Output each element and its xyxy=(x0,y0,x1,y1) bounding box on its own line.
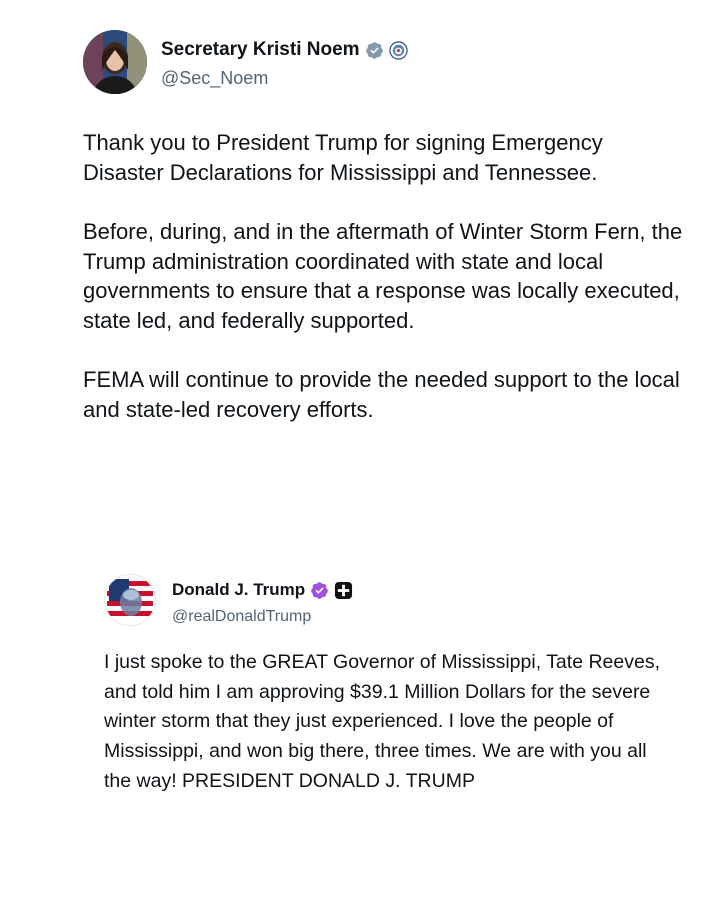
quoted-author-avatar[interactable] xyxy=(104,574,156,626)
truth-social-icon xyxy=(334,581,353,600)
avatar-image xyxy=(105,575,155,625)
author-avatar[interactable] xyxy=(83,30,147,94)
post-paragraph: Thank you to President Trump for signing Emergency Disaster Declarations for Mississippi and Tennessee. xyxy=(83,130,603,185)
post-text xyxy=(83,128,683,454)
post-paragraph: FEMA will continue to provide the needed support to the local and state-led recovery efforts. xyxy=(83,367,680,422)
post-paragraph: Before, during, and in the aftermath of Winter Storm Fern, the Trump administration coordinated with state and local governments to ensure that a response was locally executed, state led, and federally supported. xyxy=(83,219,683,333)
quoted-post-text: I just spoke to the GREAT Governor of Mississippi, Tate Reeves, and told him I am approving $39.1 Million Dollars for the severe winter storm that they just experienced. I love the people of Mississippi, and won big there, three times. We are with you all the way! PRESIDENT DONALD J. TRUMP xyxy=(104,651,660,792)
quoted-author-handle[interactable]: @realDonaldTrump xyxy=(172,608,312,625)
verified-badge-icon xyxy=(365,41,384,60)
post-header xyxy=(83,30,683,94)
avatar-image xyxy=(83,30,147,94)
author-name[interactable]: Secretary Kristi Noem xyxy=(161,39,360,60)
quoted-author-name[interactable]: Donald J. Trump xyxy=(172,580,306,599)
author-handle[interactable]: @Sec_Noem xyxy=(161,68,269,88)
quoted-author-info xyxy=(172,578,353,626)
verified-badge-icon xyxy=(310,581,329,600)
dhs-seal-icon xyxy=(389,41,408,60)
author-info xyxy=(161,38,408,89)
